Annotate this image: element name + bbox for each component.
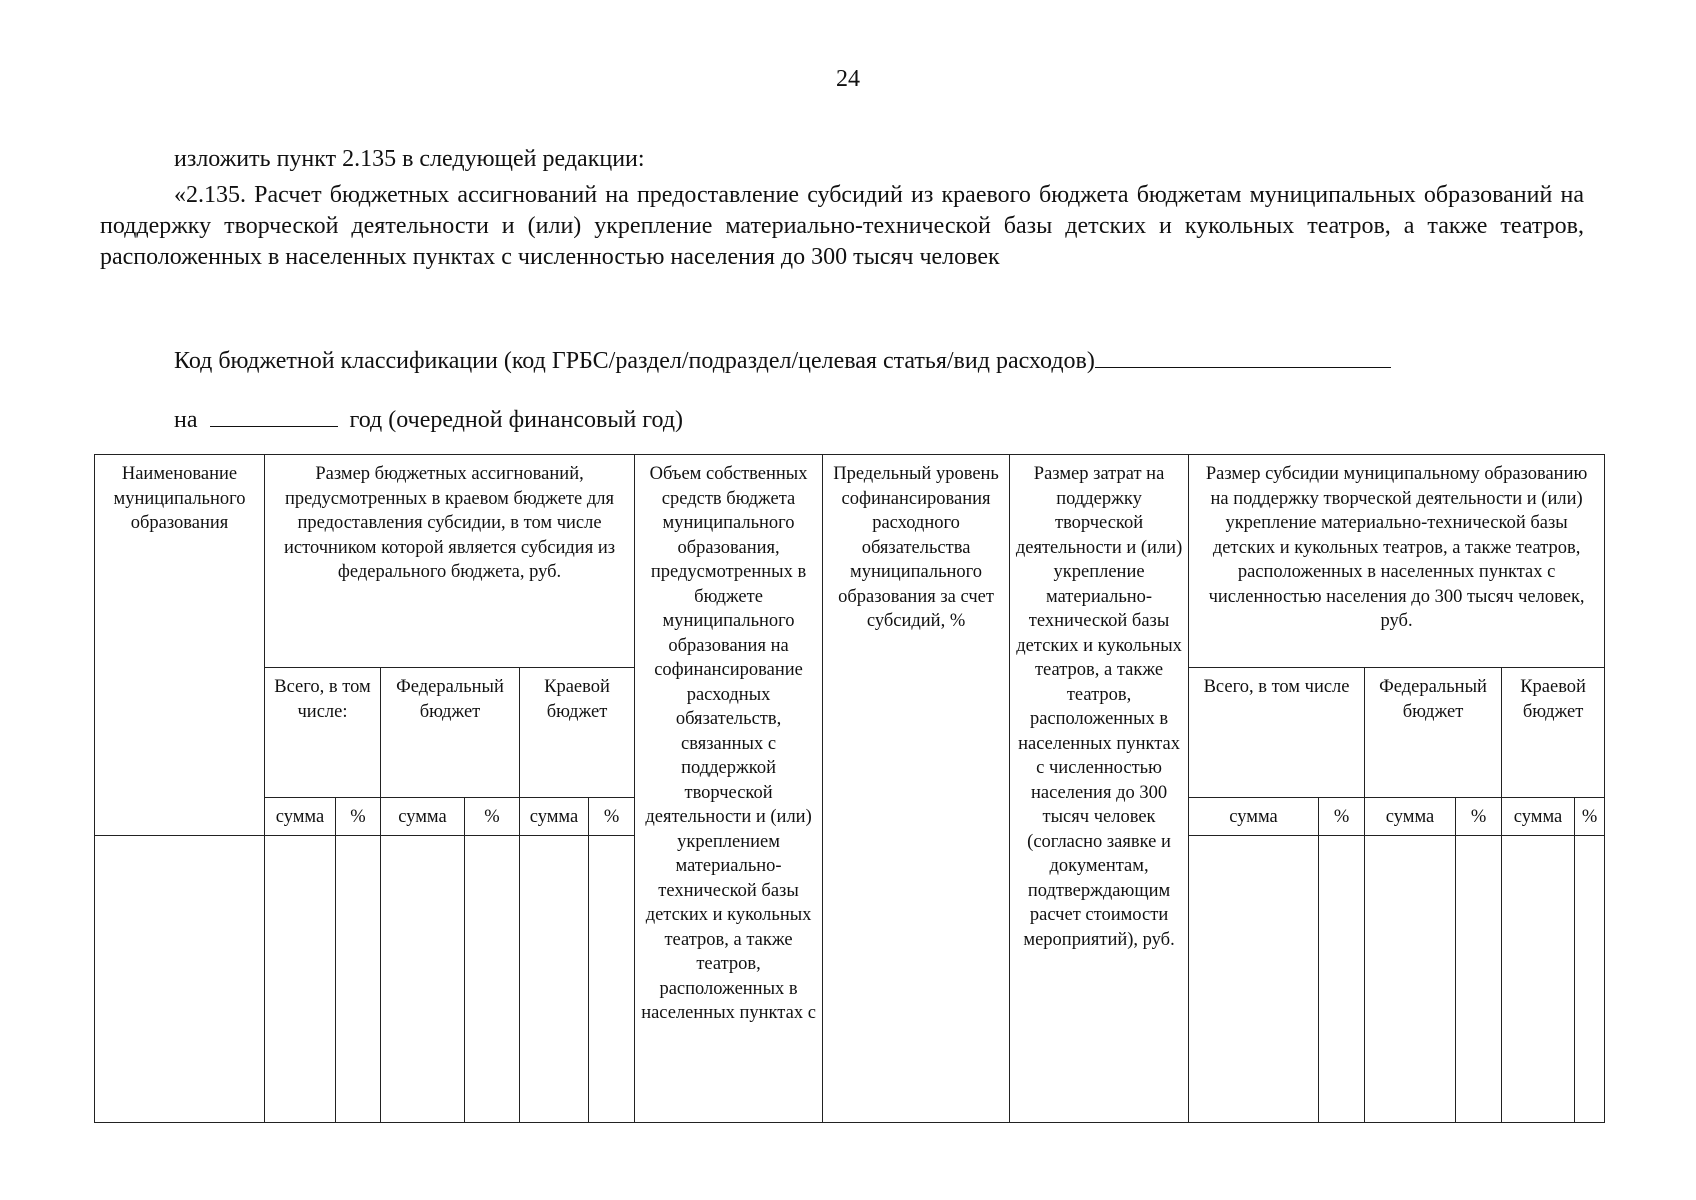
label-sum: сумма xyxy=(265,798,336,836)
empty-cell xyxy=(1502,836,1575,1123)
classification-blank xyxy=(1095,367,1391,368)
empty-cell xyxy=(1575,836,1605,1123)
label-percent: % xyxy=(1575,798,1605,836)
subheader-federal-b: Федеральный бюджет xyxy=(1365,668,1502,798)
classification-label: Код бюджетной классификации (код ГРБС/раздел/подраздел/целевая статья/вид расходов) xyxy=(174,348,1095,374)
section-paragraph: «2.135. Расчет бюджетных ассигнований на предоставление субсидий из краевого бюджета бюджетам муниципальных образований на поддержку творческой деятельности и (или) укрепление материально-технической базы детских и кукольных театров, а также театров, расположенных в населенных пунктах с численностью населения до 300 тысяч человек xyxy=(100,182,1584,270)
label-sum: сумма xyxy=(1189,798,1319,836)
empty-cell xyxy=(1319,836,1365,1123)
empty-cell xyxy=(95,836,265,1123)
header-cofinancing-limit: Предельный уровень софинансирования расходного обязательства муниципального образования за счет субсидий, % xyxy=(823,455,1010,1123)
empty-cell xyxy=(381,836,465,1123)
subheader-total-b: Всего, в том числе xyxy=(1189,668,1365,798)
subheader-regional-b: Краевой бюджет xyxy=(1502,668,1605,798)
empty-cell xyxy=(589,836,635,1123)
budget-table xyxy=(94,454,1605,1123)
empty-cell xyxy=(1189,836,1319,1123)
year-suffix: год (очередной финансовый год) xyxy=(349,407,684,433)
empty-cell xyxy=(520,836,589,1123)
empty-cell xyxy=(465,836,520,1123)
header-municipality: Наименование муниципального образования xyxy=(95,455,265,836)
label-percent: % xyxy=(465,798,520,836)
header-budget-allocations: Размер бюджетных ассигнований, предусмотренных в краевом бюджете для предоставления субсидии, в том числе источником которой является субсидия из федерального бюджета, руб. xyxy=(265,455,635,668)
empty-cell xyxy=(1456,836,1502,1123)
label-percent: % xyxy=(336,798,381,836)
classification-line xyxy=(174,348,1391,375)
header-subsidy: Размер субсидии муниципальному образованию на поддержку творческой деятельности и (или) укрепление материально-технической базы детских и кукольных театров, а также театров, расположенных в населенных пунктах с численностью населения до 300 тысяч человек, руб. xyxy=(1189,455,1605,668)
subheader-federal-a: Федеральный бюджет xyxy=(381,668,520,798)
subheader-total-a: Всего, в том числе: xyxy=(265,668,381,798)
label-sum: сумма xyxy=(381,798,465,836)
intro-line: изложить пункт 2.135 в следующей редакции: xyxy=(174,146,645,172)
empty-cell xyxy=(336,836,381,1123)
label-percent: % xyxy=(1456,798,1502,836)
label-sum: сумма xyxy=(1365,798,1456,836)
page-number: 24 xyxy=(836,66,860,92)
label-percent: % xyxy=(589,798,635,836)
subheader-regional-a: Краевой бюджет xyxy=(520,668,635,798)
header-own-funds: Объем собственных средств бюджета муниципального образования, предусмотренных в бюджете муниципального образования на софинансирование расходных обязательств, связанных с поддержкой творческой деятельности и (или) укреплением материально-технической базы детских и кукольных театров, а также театров, расположенных в населенных пунктах с xyxy=(635,455,823,1123)
empty-cell xyxy=(265,836,336,1123)
year-line xyxy=(174,407,683,434)
label-sum: сумма xyxy=(520,798,589,836)
year-prefix: на xyxy=(174,407,198,433)
empty-cell xyxy=(1365,836,1456,1123)
header-costs: Размер затрат на поддержку творческой деятельности и (или) укрепление материально-технической базы детских и кукольных театров, а также театров, расположенных в населенных пунктах с численностью населения до 300 тысяч человек (согласно заявке и документам, подтверждающим расчет стоимости мероприятий), руб. xyxy=(1010,455,1189,1123)
year-blank xyxy=(210,426,338,427)
label-percent: % xyxy=(1319,798,1365,836)
label-sum: сумма xyxy=(1502,798,1575,836)
